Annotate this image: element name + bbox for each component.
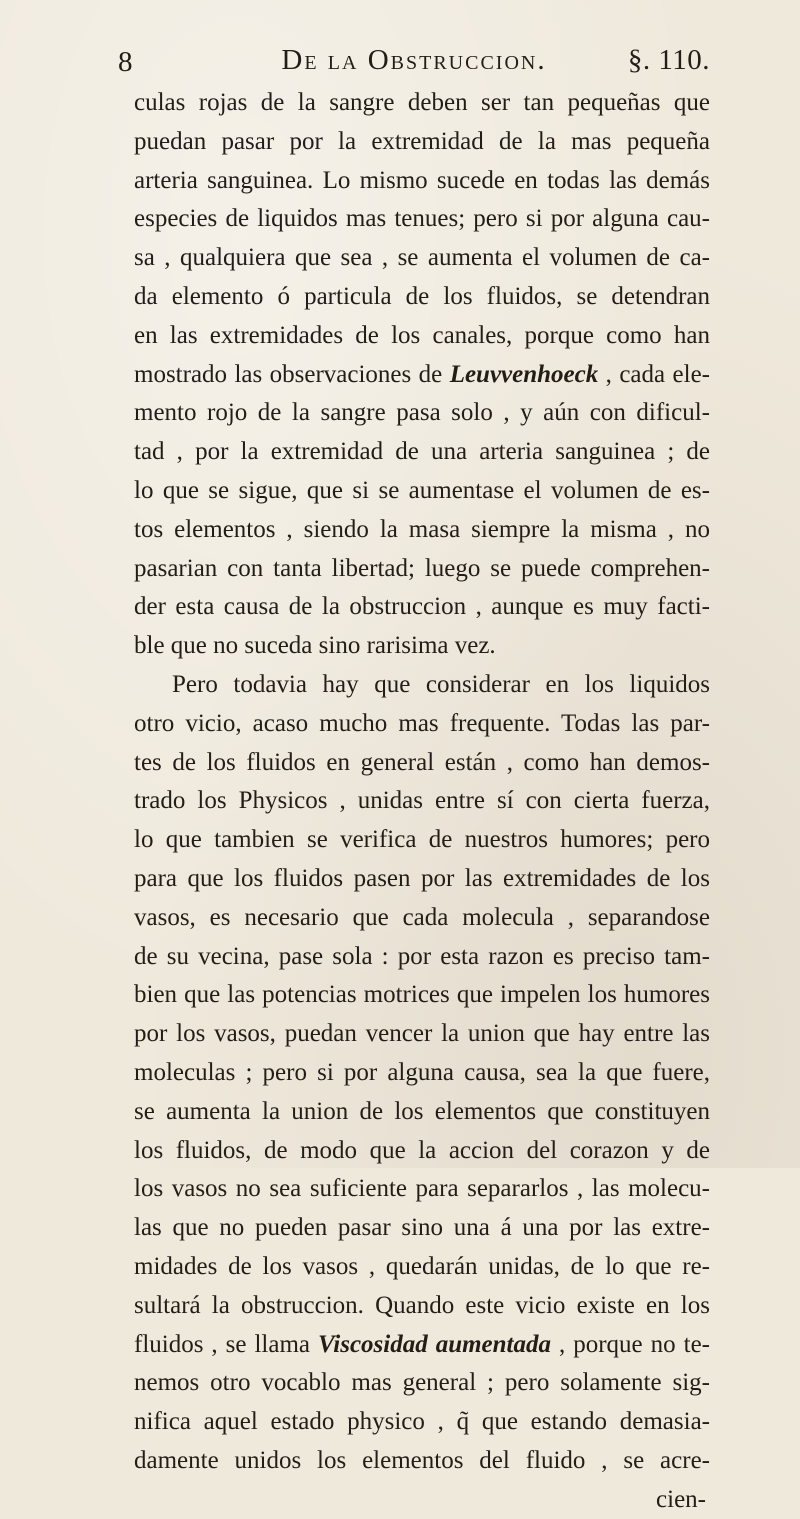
text-line: lo que se sigue, que si se aumentase el volumen de es- (134, 476, 710, 504)
text-line: sa , qualquiera que sea , se aumenta el volumen de ca- (134, 244, 710, 272)
text-line: los fluidos, de modo que la accion del corazon y de (134, 1136, 710, 1164)
text-line: moleculas ; pero si por alguna causa, sea la que fuere, (134, 1058, 710, 1086)
text-fragment: fluidos , se llama (134, 1330, 318, 1358)
text-line: por los vasos, puedan vencer la union que hay entre las (134, 1020, 710, 1048)
page-number: 8 (118, 46, 134, 78)
text-line: los vasos no sea suficiente para separarlos , las molecu- (134, 1175, 710, 1203)
running-head (118, 44, 710, 84)
text-line: trado los Physicos , unidas entre sí con cierta fuerza, (134, 787, 710, 815)
text-line (134, 356, 710, 395)
text-line: ble que no suceda sino rarisima vez. (134, 632, 496, 660)
running-title: De la Obstruccion. (281, 44, 547, 76)
text-fragment: nifica aquel estado physico , (134, 1408, 457, 1436)
text-line: culas rojas de la sangre deben ser tan pequeñas que (134, 89, 710, 116)
text-line: da elemento ó particula de los fluidos, se detendran (134, 282, 710, 310)
paragraph-start-line: Pero todavia hay que considerar en los liquidos (172, 670, 710, 698)
text-line (134, 1326, 710, 1365)
text-line (134, 1403, 710, 1442)
text-line: en las extremidades de los canales, porque como han (134, 321, 710, 349)
text-line: pasarian con tanta libertad; luego se puede comprehen- (134, 554, 710, 582)
body-text (134, 84, 710, 1519)
text-line: de su vecina, pase sola : por esta razon es preciso tam- (134, 942, 710, 970)
text-line: lo que tambien se verifica de nuestros humores; pero (134, 826, 710, 854)
text-line: der esta causa de la obstruccion , aunque es muy facti- (134, 593, 710, 621)
text-line: para que los fluidos pasen por las extremidades de los (134, 864, 710, 892)
text-line: arteria sanguinea. Lo mismo sucede en todas las demás (134, 166, 710, 194)
text-line: damente unidos los elementos del fluido , se acre- (134, 1446, 710, 1474)
text-line: tad , por la extremidad de una arteria sanguinea ; de (134, 438, 710, 466)
text-fragment: , cada ele- (598, 360, 710, 388)
catchword: cien- (656, 1485, 706, 1513)
text-line: vasos, es necesario que cada molecula , separandose (134, 903, 710, 931)
section-number: §. 110. (627, 44, 710, 76)
abbreviation-que: q̃ (456, 1408, 470, 1436)
text-line: nemos otro vocablo mas general ; pero solamente sig- (134, 1369, 710, 1397)
text-fragment: mostrado las observaciones de (134, 360, 450, 388)
text-line: especies de liquidos mas tenues; pero si por alguna cau- (134, 205, 710, 233)
text-line: sultará la obstruccion. Quando este vicio existe en los (134, 1291, 710, 1319)
text-line: se aumenta la union de los elementos que constituyen (134, 1097, 710, 1125)
text-line: midades de los vasos , quedarán unidas, de lo que re- (134, 1252, 710, 1280)
text-line: puedan pasar por la extremidad de la mas pequeña (134, 127, 710, 155)
text-line: bien que las potencias motrices que impelen los humores (134, 981, 710, 1009)
text-line: otro vicio, acaso mucho mas frequente. Todas las par- (134, 709, 710, 737)
text-line: mento rojo de la sangre pasa solo , y aún con dificul- (134, 399, 710, 427)
text-line: tos elementos , siendo la masa siempre la misma , no (134, 515, 710, 543)
author-name: Leuvvenhoeck (449, 360, 599, 388)
text-fragment: que estando demasia- (469, 1408, 711, 1436)
text-fragment: , porque no te- (551, 1330, 710, 1358)
text-line: tes de los fluidos en general están , como han demos- (134, 748, 710, 776)
text-line: las que no pueden pasar sino una á una por las extre- (134, 1214, 710, 1242)
italic-term: Viscosidad aumentada (317, 1330, 552, 1358)
